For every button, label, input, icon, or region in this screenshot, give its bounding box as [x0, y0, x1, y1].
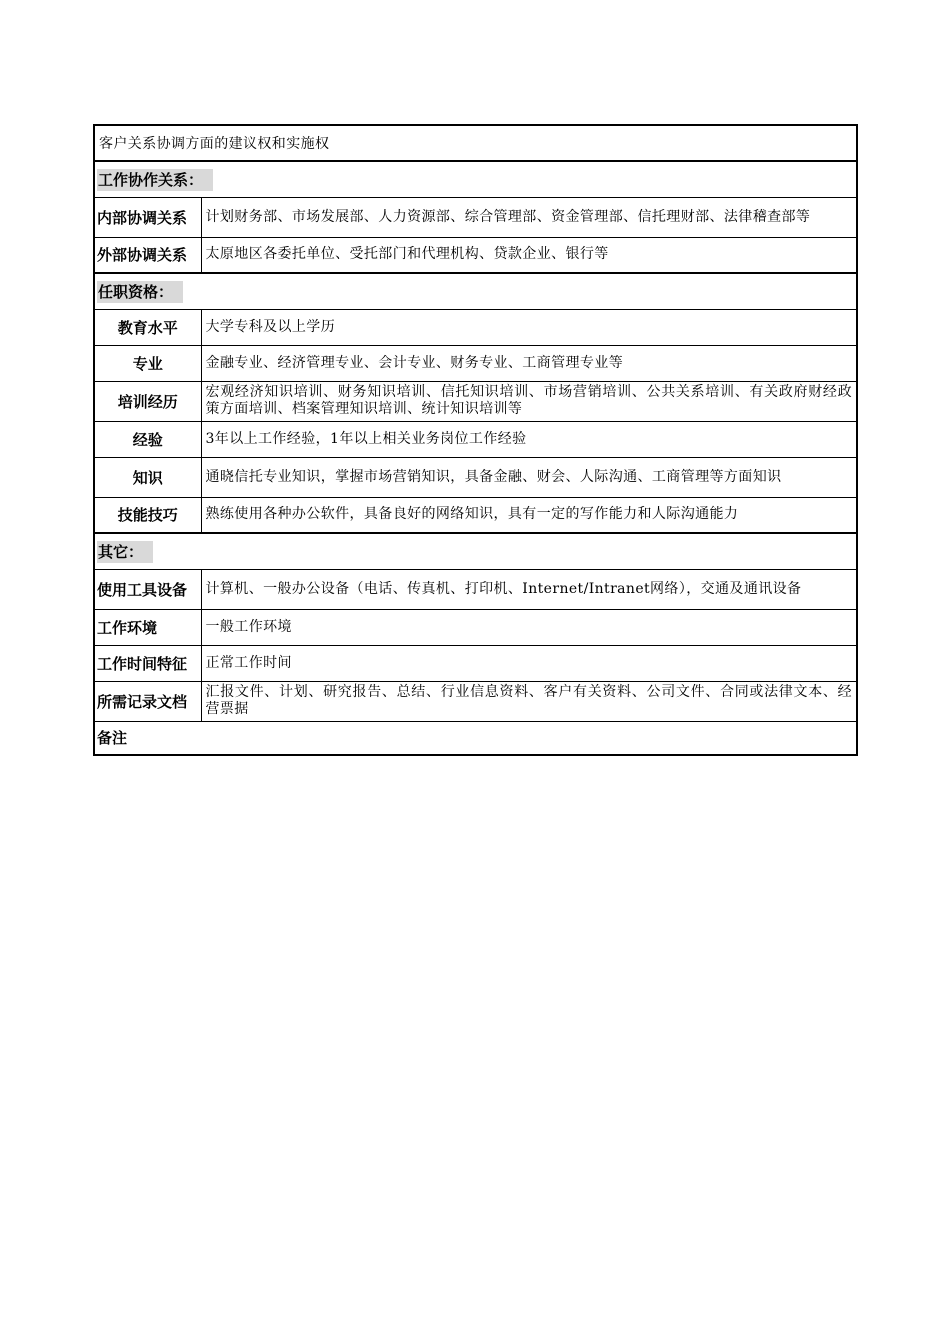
table-row	[94, 381, 857, 421]
row-label: 专业	[94, 345, 201, 381]
row-label: 内部协调关系	[94, 197, 201, 237]
table-row	[94, 569, 857, 609]
row-label: 工作环境	[94, 609, 201, 645]
row-label: 外部协调关系	[94, 237, 201, 273]
table-row	[94, 681, 857, 721]
row-label: 教育水平	[94, 309, 201, 345]
remarks-label: 备注	[94, 721, 857, 755]
section-qualification	[94, 273, 857, 309]
section-cooperation	[94, 161, 857, 197]
table-row	[94, 421, 857, 457]
section-title-other: 其它：	[97, 541, 153, 563]
row-value: 计算机、一般办公设备（电话、传真机、打印机、Internet/Intranet网络），交通及通讯设备	[201, 569, 857, 609]
row-value: 大学专科及以上学历	[201, 309, 857, 345]
table-row	[94, 497, 857, 533]
remarks-row	[94, 721, 857, 755]
section-other	[94, 533, 857, 569]
table-row	[94, 309, 857, 345]
table-row	[94, 609, 857, 645]
section-title-qualification: 任职资格：	[97, 281, 183, 303]
row-value: 正常工作时间	[201, 645, 857, 681]
table-row	[94, 237, 857, 273]
table-row	[94, 457, 857, 497]
row-value: 通晓信托专业知识，掌握市场营销知识，具备金融、财会、人际沟通、工商管理等方面知识	[201, 457, 857, 497]
row-label: 技能技巧	[94, 497, 201, 533]
table-row	[94, 645, 857, 681]
section-title-cooperation: 工作协作关系：	[97, 169, 213, 191]
row-value: 金融专业、经济管理专业、会计专业、财务专业、工商管理专业等	[201, 345, 857, 381]
row-value: 3年以上工作经验，1年以上相关业务岗位工作经验	[201, 421, 857, 457]
row-value: 汇报文件、计划、研究报告、总结、行业信息资料、客户有关资料、公司文件、合同或法律文本、经营票据	[201, 681, 857, 721]
row-label: 知识	[94, 457, 201, 497]
row-label: 经验	[94, 421, 201, 457]
authority-text: 客户关系协调方面的建议权和实施权	[94, 125, 857, 161]
job-description-table	[93, 124, 858, 756]
row-value: 宏观经济知识培训、财务知识培训、信托知识培训、市场营销培训、公共关系培训、有关政府财经政策方面培训、档案管理知识培训、统计知识培训等	[201, 381, 857, 421]
table-row	[94, 197, 857, 237]
row-label: 使用工具设备	[94, 569, 201, 609]
row-label: 培训经历	[94, 381, 201, 421]
row-label: 工作时间特征	[94, 645, 201, 681]
table-row	[94, 345, 857, 381]
authority-row	[94, 125, 857, 161]
row-value: 计划财务部、市场发展部、人力资源部、综合管理部、资金管理部、信托理财部、法律稽查部等	[201, 197, 857, 237]
row-value: 熟练使用各种办公软件，具备良好的网络知识，具有一定的写作能力和人际沟通能力	[201, 497, 857, 533]
row-label: 所需记录文档	[94, 681, 201, 721]
row-value: 一般工作环境	[201, 609, 857, 645]
row-value: 太原地区各委托单位、受托部门和代理机构、贷款企业、银行等	[201, 237, 857, 273]
